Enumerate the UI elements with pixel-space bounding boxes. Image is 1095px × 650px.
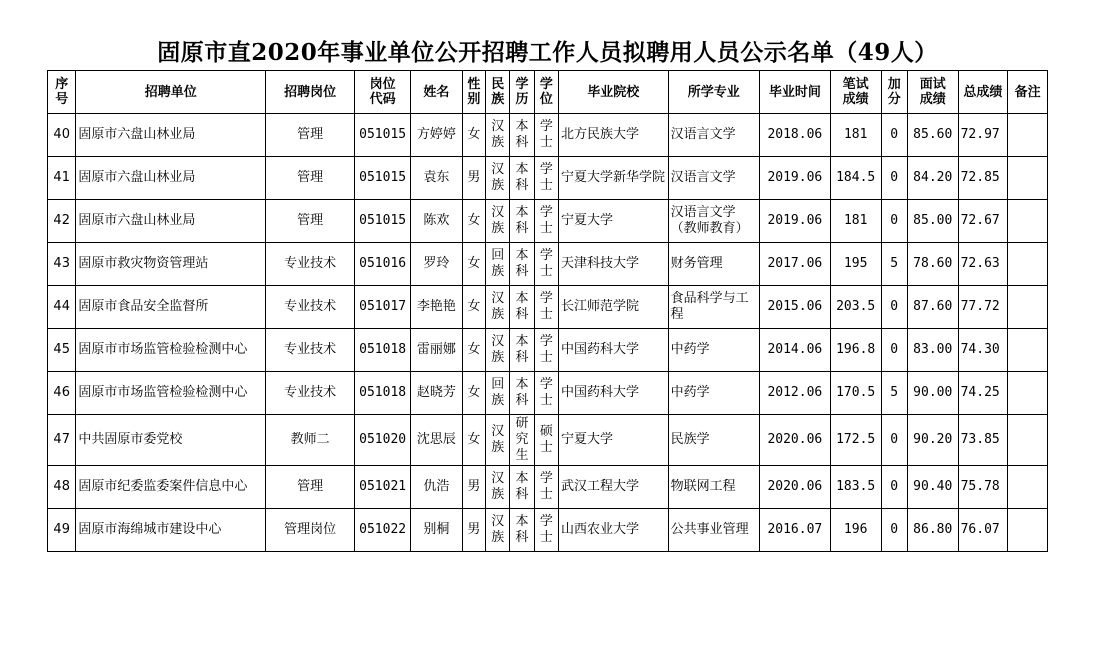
cell-post: 专业技术 [266,329,355,372]
cell-seq: 44 [48,286,76,329]
cell-major: 财务管理 [668,243,759,286]
cell-post: 专业技术 [266,243,355,286]
cell-total: 72.63 [958,243,1008,286]
cell-seq: 46 [48,372,76,415]
cell-interview: 87.60 [907,286,958,329]
cell-interview: 84.20 [907,157,958,200]
cell-gender: 男 [462,157,485,200]
cell-grad: 2019.06 [759,157,830,200]
cell-school: 长江师范学院 [559,286,669,329]
cell-edu: 本科 [510,243,534,286]
cell-edu: 本科 [510,466,534,509]
cell-school: 中国药科大学 [559,329,669,372]
cell-written: 183.5 [830,466,881,509]
cell-written: 196 [830,509,881,552]
cell-total: 72.97 [958,114,1008,157]
header-total: 总成绩 [958,71,1008,114]
cell-interview: 90.00 [907,372,958,415]
header-code: 岗位代码 [355,71,411,114]
header-ethnic: 民族 [486,71,510,114]
cell-interview: 86.80 [907,509,958,552]
cell-written: 196.8 [830,329,881,372]
table-row [48,466,1048,509]
cell-code: 051017 [355,286,411,329]
cell-bonus: 0 [881,286,907,329]
cell-seq: 43 [48,243,76,286]
cell-edu: 本科 [510,509,534,552]
cell-bonus: 0 [881,114,907,157]
cell-note [1008,509,1048,552]
cell-name: 罗玲 [411,243,463,286]
cell-total: 76.07 [958,509,1008,552]
cell-code: 051018 [355,372,411,415]
cell-code: 051015 [355,200,411,243]
cell-bonus: 0 [881,466,907,509]
cell-gender: 女 [462,200,485,243]
cell-school: 宁夏大学 [559,200,669,243]
cell-interview: 85.60 [907,114,958,157]
cell-name: 李艳艳 [411,286,463,329]
cell-written: 195 [830,243,881,286]
cell-major: 中药学 [668,329,759,372]
cell-seq: 41 [48,157,76,200]
cell-ethnic: 回族 [486,243,510,286]
cell-code: 051015 [355,157,411,200]
cell-edu: 本科 [510,200,534,243]
cell-unit: 固原市救灾物资管理站 [76,243,266,286]
cell-note [1008,329,1048,372]
cell-grad: 2016.07 [759,509,830,552]
cell-bonus: 0 [881,157,907,200]
cell-note [1008,114,1048,157]
cell-grad: 2020.06 [759,466,830,509]
cell-post: 管理 [266,466,355,509]
cell-unit: 固原市食品安全监督所 [76,286,266,329]
header-written: 笔试成绩 [830,71,881,114]
cell-interview: 90.40 [907,466,958,509]
cell-post: 专业技术 [266,372,355,415]
cell-degree: 硕士 [534,415,558,466]
table-row [48,243,1048,286]
cell-major: 汉语言文学 [668,157,759,200]
cell-degree: 学士 [534,372,558,415]
cell-gender: 女 [462,243,485,286]
table-row [48,415,1048,466]
cell-written: 170.5 [830,372,881,415]
cell-unit: 固原市市场监管检验检测中心 [76,329,266,372]
header-edu: 学历 [510,71,534,114]
cell-grad: 2015.06 [759,286,830,329]
cell-name: 方婷婷 [411,114,463,157]
cell-gender: 女 [462,415,485,466]
cell-total: 77.72 [958,286,1008,329]
cell-note [1008,415,1048,466]
cell-major: 中药学 [668,372,759,415]
cell-written: 181 [830,200,881,243]
cell-name: 仇浩 [411,466,463,509]
cell-post: 教师二 [266,415,355,466]
cell-degree: 学士 [534,243,558,286]
cell-interview: 83.00 [907,329,958,372]
cell-code: 051021 [355,466,411,509]
cell-major: 汉语言文学（教师教育） [668,200,759,243]
cell-name: 赵晓芳 [411,372,463,415]
cell-edu: 本科 [510,114,534,157]
cell-school: 宁夏大学新华学院 [559,157,669,200]
cell-unit: 固原市六盘山林业局 [76,200,266,243]
cell-unit: 固原市六盘山林业局 [76,114,266,157]
cell-school: 宁夏大学 [559,415,669,466]
table-row [48,157,1048,200]
cell-school: 北方民族大学 [559,114,669,157]
cell-written: 203.5 [830,286,881,329]
cell-note [1008,286,1048,329]
cell-ethnic: 汉族 [486,466,510,509]
cell-gender: 女 [462,372,485,415]
cell-total: 72.85 [958,157,1008,200]
cell-total: 72.67 [958,200,1008,243]
cell-bonus: 0 [881,200,907,243]
cell-note [1008,243,1048,286]
roster-table [47,70,1048,552]
cell-bonus: 0 [881,329,907,372]
cell-bonus: 0 [881,509,907,552]
cell-degree: 学士 [534,200,558,243]
cell-bonus: 5 [881,243,907,286]
cell-unit: 固原市海绵城市建设中心 [76,509,266,552]
header-post: 招聘岗位 [266,71,355,114]
cell-degree: 学士 [534,329,558,372]
cell-ethnic: 回族 [486,372,510,415]
cell-ethnic: 汉族 [486,509,510,552]
cell-post: 管理 [266,200,355,243]
cell-degree: 学士 [534,286,558,329]
cell-post: 管理岗位 [266,509,355,552]
page-title: 固原市直2020年事业单位公开招聘工作人员拟聘用人员公示名单（49人） [157,39,938,66]
table-row [48,509,1048,552]
cell-code: 051020 [355,415,411,466]
cell-degree: 学士 [534,114,558,157]
cell-post: 专业技术 [266,286,355,329]
cell-seq: 49 [48,509,76,552]
cell-school: 武汉工程大学 [559,466,669,509]
header-name: 姓名 [411,71,463,114]
cell-code: 051016 [355,243,411,286]
cell-post: 管理 [266,114,355,157]
cell-grad: 2017.06 [759,243,830,286]
cell-major: 物联网工程 [668,466,759,509]
cell-name: 雷丽娜 [411,329,463,372]
cell-ethnic: 汉族 [486,157,510,200]
cell-degree: 学士 [534,509,558,552]
header-school: 毕业院校 [559,71,669,114]
cell-ethnic: 汉族 [486,114,510,157]
header-gender: 性别 [462,71,485,114]
cell-interview: 90.20 [907,415,958,466]
header-note: 备注 [1008,71,1048,114]
cell-bonus: 0 [881,415,907,466]
table-row [48,372,1048,415]
header-unit: 招聘单位 [76,71,266,114]
table-row [48,200,1048,243]
cell-total: 74.30 [958,329,1008,372]
cell-ethnic: 汉族 [486,329,510,372]
cell-name: 陈欢 [411,200,463,243]
cell-major: 民族学 [668,415,759,466]
cell-gender: 女 [462,114,485,157]
header-interview: 面试成绩 [907,71,958,114]
header-bonus: 加分 [881,71,907,114]
cell-written: 184.5 [830,157,881,200]
cell-ethnic: 汉族 [486,286,510,329]
cell-edu: 本科 [510,329,534,372]
cell-unit: 中共固原市委党校 [76,415,266,466]
cell-written: 172.5 [830,415,881,466]
table-row [48,329,1048,372]
header-seq: 序号 [48,71,76,114]
cell-note [1008,466,1048,509]
cell-ethnic: 汉族 [486,200,510,243]
cell-grad: 2019.06 [759,200,830,243]
table-header-row [48,71,1048,114]
cell-gender: 女 [462,286,485,329]
cell-seq: 45 [48,329,76,372]
cell-gender: 男 [462,466,485,509]
cell-note [1008,372,1048,415]
cell-school: 中国药科大学 [559,372,669,415]
cell-note [1008,157,1048,200]
cell-seq: 40 [48,114,76,157]
cell-post: 管理 [266,157,355,200]
cell-seq: 47 [48,415,76,466]
cell-name: 袁东 [411,157,463,200]
cell-school: 天津科技大学 [559,243,669,286]
cell-code: 051015 [355,114,411,157]
cell-total: 74.25 [958,372,1008,415]
cell-edu: 研究生 [510,415,534,466]
cell-major: 食品科学与工程 [668,286,759,329]
cell-interview: 78.60 [907,243,958,286]
cell-note [1008,200,1048,243]
header-major: 所学专业 [668,71,759,114]
table-row [48,286,1048,329]
cell-seq: 48 [48,466,76,509]
cell-code: 051022 [355,509,411,552]
cell-interview: 85.00 [907,200,958,243]
cell-unit: 固原市六盘山林业局 [76,157,266,200]
cell-bonus: 5 [881,372,907,415]
cell-grad: 2012.06 [759,372,830,415]
cell-ethnic: 汉族 [486,415,510,466]
cell-name: 沈思辰 [411,415,463,466]
cell-gender: 女 [462,329,485,372]
cell-school: 山西农业大学 [559,509,669,552]
cell-edu: 本科 [510,157,534,200]
cell-grad: 2018.06 [759,114,830,157]
cell-grad: 2020.06 [759,415,830,466]
cell-unit: 固原市纪委监委案件信息中心 [76,466,266,509]
table-row [48,114,1048,157]
cell-total: 75.78 [958,466,1008,509]
cell-seq: 42 [48,200,76,243]
cell-code: 051018 [355,329,411,372]
cell-major: 公共事业管理 [668,509,759,552]
cell-name: 别桐 [411,509,463,552]
cell-edu: 本科 [510,372,534,415]
cell-written: 181 [830,114,881,157]
cell-degree: 学士 [534,466,558,509]
cell-gender: 男 [462,509,485,552]
cell-edu: 本科 [510,286,534,329]
cell-grad: 2014.06 [759,329,830,372]
cell-unit: 固原市市场监管检验检测中心 [76,372,266,415]
header-degree: 学位 [534,71,558,114]
cell-total: 73.85 [958,415,1008,466]
cell-major: 汉语言文学 [668,114,759,157]
cell-degree: 学士 [534,157,558,200]
header-grad: 毕业时间 [759,71,830,114]
